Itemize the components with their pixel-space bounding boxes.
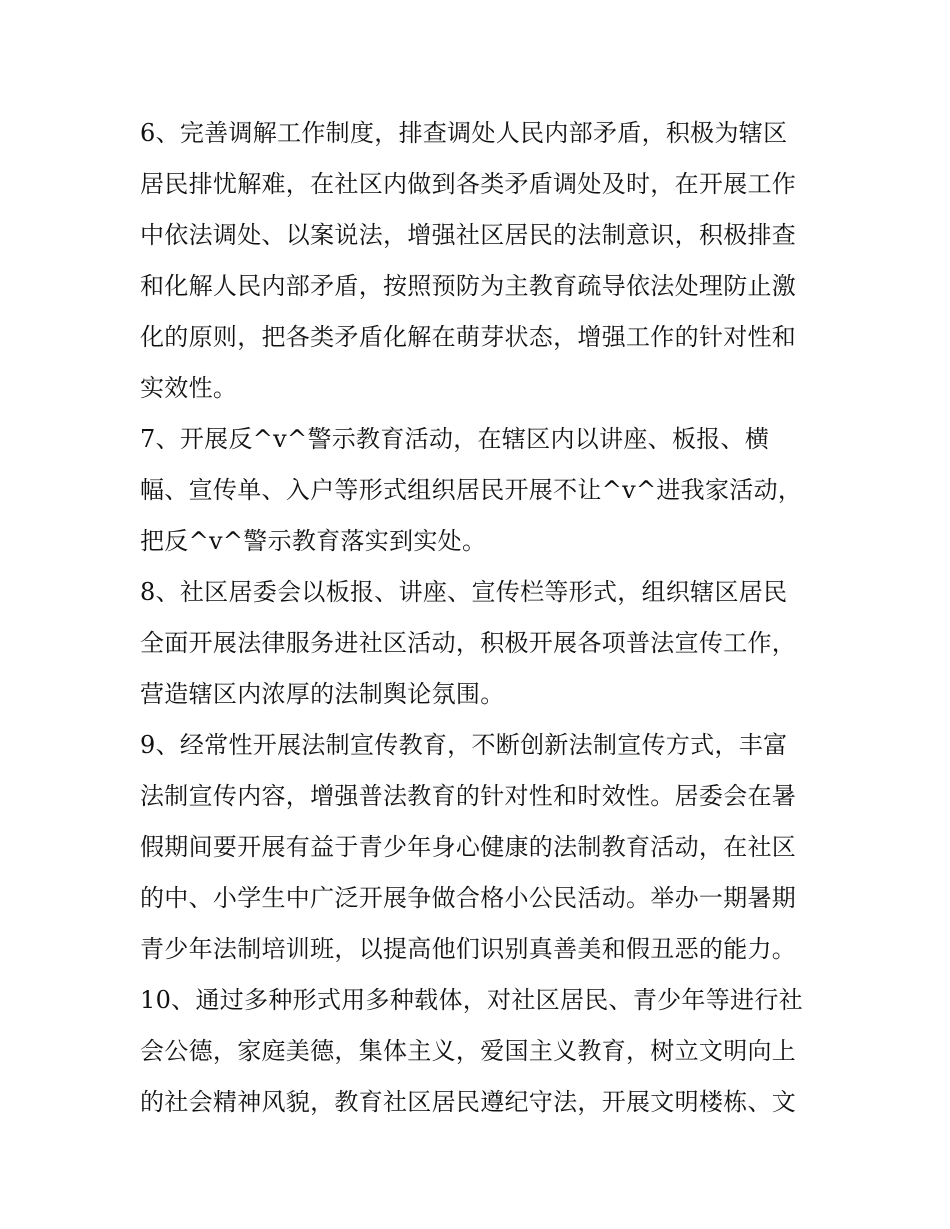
text-line-15: 假期间要开展有益于青少年身心健康的法制教育活动，在社区 [140, 833, 797, 861]
text-line-19: 会公德，家庭美德，集体主义，爱国主义教育，树立文明向上 [140, 1037, 797, 1065]
text-line-20: 的社会精神风貌，教育社区居民遵纪守法，开展文明楼栋、文 [140, 1088, 797, 1116]
text-line-6: 实效性。 [140, 374, 238, 402]
text-line-5: 化的原则，把各类矛盾化解在萌芽状态，增强工作的针对性和 [140, 323, 797, 351]
text-line-1: 6、完善调解工作制度，排查调处人民内部矛盾，积极为辖区 [140, 119, 788, 147]
text-line-17: 青少年法制培训班，以提高他们识别真善美和假丑恶的能力。 [140, 935, 797, 963]
text-line-3: 中依法调处、以案说法，增强社区居民的法制意识，积极排查 [140, 221, 797, 249]
document-body [140, 108, 820, 1128]
text-line-7: 7、开展反^v^警示教育活动，在辖区内以讲座、板报、横 [140, 425, 770, 453]
text-line-2: 居民排忧解难，在社区内做到各类矛盾调处及时，在开展工作 [140, 170, 797, 198]
text-line-9: 把反^v^警示教育落实到实处。 [140, 527, 487, 555]
text-line-11: 全面开展法律服务进社区活动，积极开展各项普法宣传工作， [140, 629, 797, 657]
text-line-14: 法制宣传内容，增强普法教育的针对性和时效性。居委会在暑 [140, 782, 797, 810]
text-line-10: 8、社区居委会以板报、讲座、宣传栏等形式，组织辖区居民 [140, 578, 788, 606]
text-line-12: 营造辖区内浓厚的法制舆论氛围。 [140, 680, 505, 708]
text-line-16: 的中、小学生中广泛开展争做合格小公民活动。举办一期暑期 [140, 884, 797, 912]
text-line-13: 9、经常性开展法制宣传教育，不断创新法制宣传方式，丰富 [140, 731, 788, 759]
text-line-4: 和化解人民内部矛盾，按照预防为主教育疏导依法处理防止激 [140, 272, 797, 300]
text-line-8: 幅、宣传单、入户等形式组织居民开展不让^v^进我家活动， [140, 476, 803, 504]
text-line-18: 10、通过多种形式用多种载体，对社区居民、青少年等进行社 [140, 986, 803, 1014]
